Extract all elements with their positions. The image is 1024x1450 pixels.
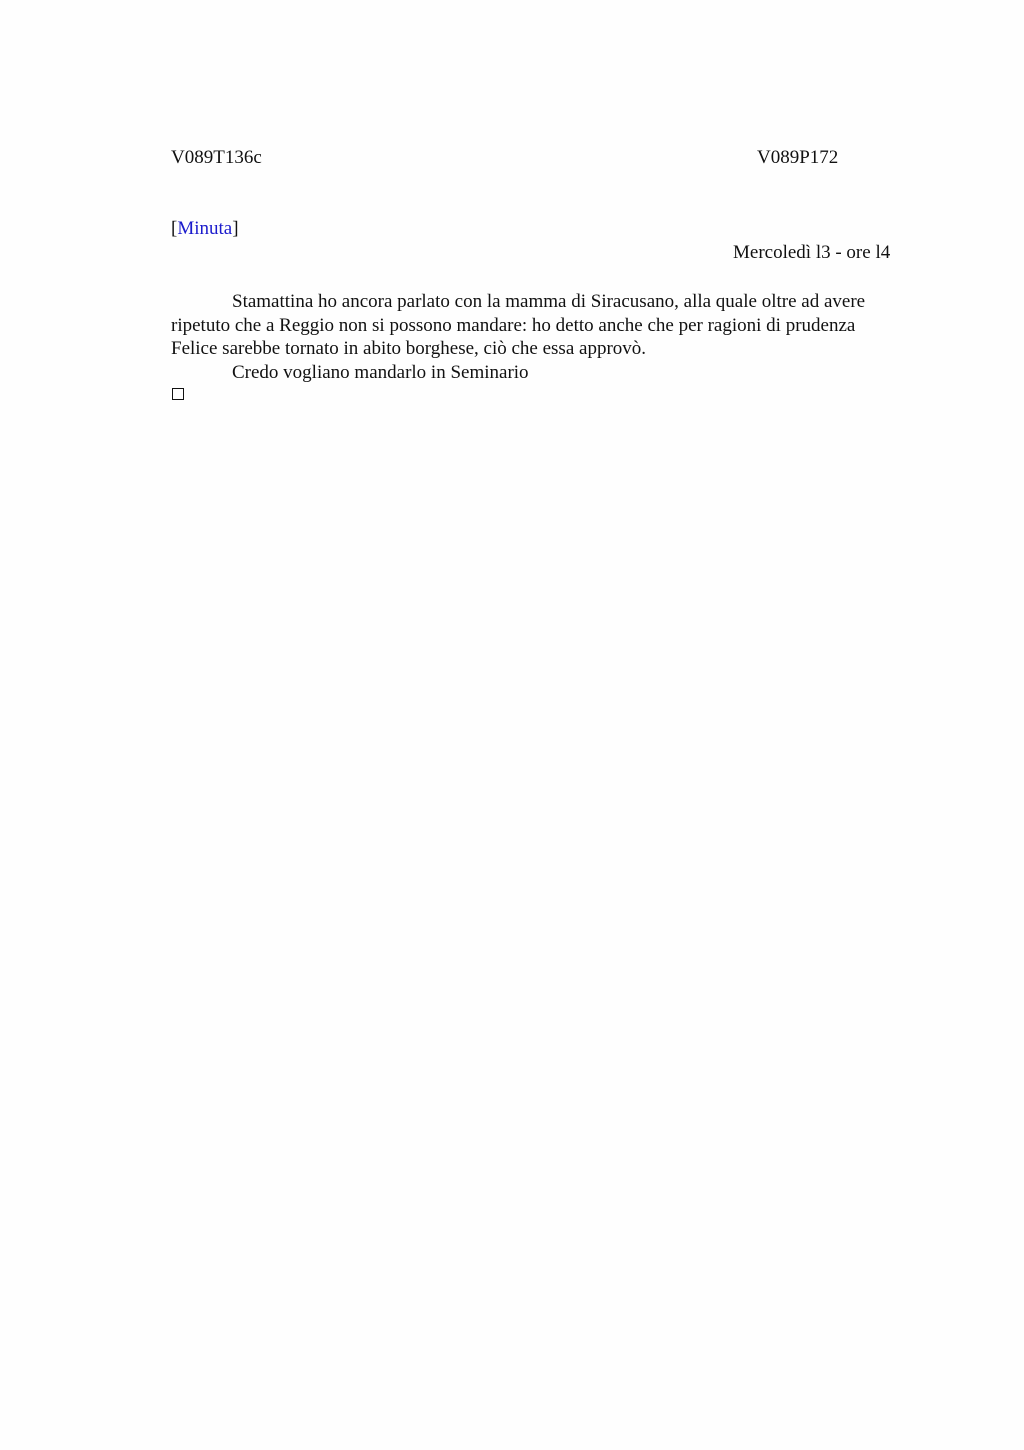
document-code-left: V089T136c — [171, 147, 262, 168]
close-bracket: ] — [232, 218, 239, 239]
letter-body — [171, 290, 931, 384]
date-line: Mercoledì l3 - ore l4 — [733, 242, 891, 263]
paragraph-1-line-2: ripetuto che a Reggio non si possono mandare: ho detto anche che per ragioni di prudenza — [171, 314, 856, 336]
empty-checkbox-icon[interactable] — [172, 388, 184, 400]
open-bracket: [ — [171, 218, 178, 239]
paragraph-1-line-3: Felice sarebbe tornato in abito borghese, ciò che essa approvò. — [171, 338, 647, 359]
draft-label — [171, 218, 239, 240]
minuta-link[interactable]: Minuta — [177, 218, 233, 239]
paragraph-1-line-1: Stamattina ho ancora parlato con la mamma di Siracusano, alla quale oltre ad avere — [232, 291, 866, 312]
document-code-right: V089P172 — [757, 147, 839, 168]
paragraph-2: Credo vogliano mandarlo in Seminario — [232, 361, 529, 383]
